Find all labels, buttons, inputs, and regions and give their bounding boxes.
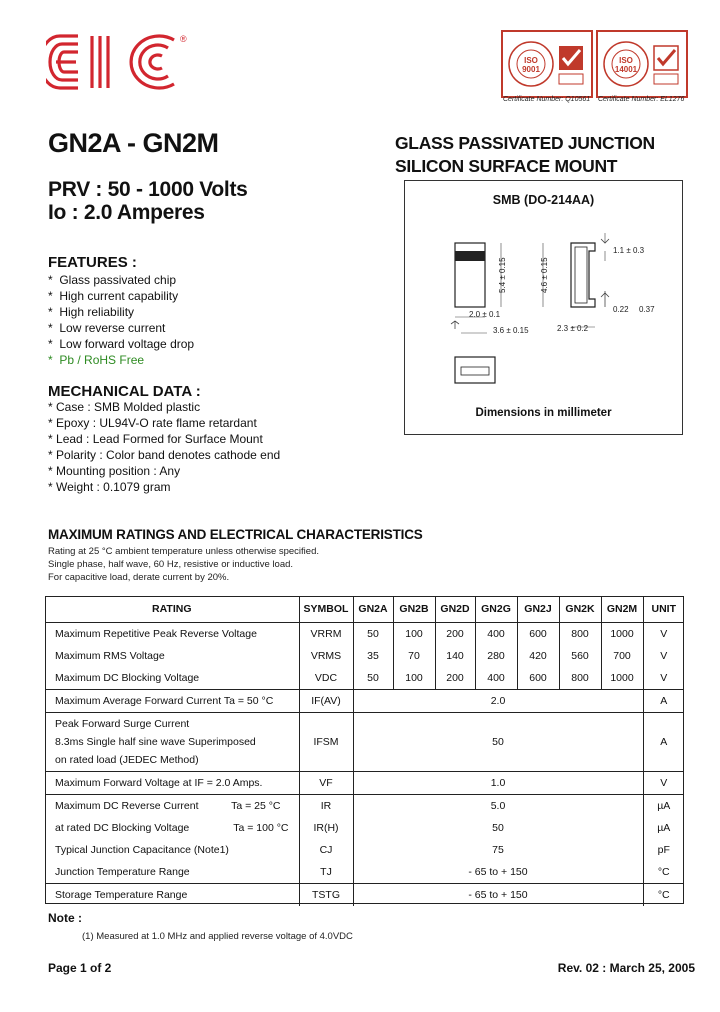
table-row: Maximum DC Reverse Current Ta = 25 °C IR 5.0 µA xyxy=(45,795,684,818)
svg-text:4.6 ± 0.15: 4.6 ± 0.15 xyxy=(540,257,549,293)
io-rating: Io : 2.0 Amperes xyxy=(48,201,205,224)
note-heading: Note : xyxy=(48,911,82,925)
mech-item: * Weight : 0.1079 gram xyxy=(48,480,171,494)
table-row: Maximum RMS Voltage VRMS 35 70 140 280 420 560 700 V xyxy=(45,645,684,667)
svg-text:ISO: ISO xyxy=(524,56,538,65)
features-list xyxy=(48,272,194,368)
table-row: Maximum Average Forward Current Ta = 50 °C IF(AV) 2.0 A xyxy=(45,690,684,713)
svg-text:14001: 14001 xyxy=(614,65,638,74)
ratings-table xyxy=(45,596,684,906)
col-gn2d: GN2D xyxy=(435,596,475,623)
svg-text:5.4 ± 0.15: 5.4 ± 0.15 xyxy=(498,257,507,293)
col-gn2a: GN2A xyxy=(353,596,393,623)
feature-item: * Low reverse current xyxy=(48,321,166,335)
col-unit: UNIT xyxy=(643,596,684,623)
note-text: (1) Measured at 1.0 MHz and applied reverse voltage of 4.0VDC xyxy=(82,931,353,942)
svg-text:9001: 9001 xyxy=(522,65,540,74)
feature-item-rohs: * Pb / RoHS Free xyxy=(48,353,145,367)
table-row: Maximum Repetitive Peak Reverse Voltage VRRM 50 100 200 400 600 800 1000 V xyxy=(45,623,684,646)
subtitle-line2: SILICON SURFACE MOUNT xyxy=(395,156,618,176)
svg-text:1.1 ± 0.3: 1.1 ± 0.3 xyxy=(613,246,645,255)
revision: Rev. 02 : March 25, 2005 xyxy=(557,961,695,975)
table-header-row xyxy=(45,596,684,623)
svg-text:0.22: 0.22 xyxy=(613,305,629,314)
svg-text:3.6 ± 0.15: 3.6 ± 0.15 xyxy=(493,326,529,335)
feature-item: * Low forward voltage drop xyxy=(48,337,195,351)
subtitle-line1: GLASS PASSIVATED JUNCTION xyxy=(395,133,655,153)
rating-notes xyxy=(48,545,319,584)
mech-item: * Case : SMB Molded plastic xyxy=(48,400,201,414)
eic-logo xyxy=(46,30,196,96)
feature-item: * Glass passivated chip xyxy=(48,273,177,287)
registered-mark: ® xyxy=(180,34,187,44)
table-row: Maximum DC Blocking Voltage VDC 50 100 200 400 600 800 1000 V xyxy=(45,667,684,690)
table-row: Storage Temperature Range TSTG - 65 to + 150 °C xyxy=(45,884,684,907)
col-gn2m: GN2M xyxy=(601,596,643,623)
mech-item: * Epoxy : UL94V-O rate flame retardant xyxy=(48,416,257,430)
svg-text:2.0 ± 0.1: 2.0 ± 0.1 xyxy=(469,310,501,319)
svg-text:ISO: ISO xyxy=(619,56,633,65)
part-title: GN2A - GN2M xyxy=(48,128,219,158)
rating-note: For capacitive load, derate current by 20%. xyxy=(48,572,230,583)
col-gn2j: GN2J xyxy=(517,596,559,623)
col-gn2k: GN2K xyxy=(559,596,601,623)
page-number: Page 1 of 2 xyxy=(48,961,112,975)
features-heading: FEATURES : xyxy=(48,254,137,271)
col-rating: RATING xyxy=(45,596,299,623)
col-gn2b: GN2B xyxy=(393,596,435,623)
mech-item: * Polarity : Color band denotes cathode end xyxy=(48,448,281,462)
table-row: Typical Junction Capacitance (Note1) CJ 75 pF xyxy=(45,839,684,861)
table-row: Peak Forward Surge Current 8.3ms Single half sine wave Superimposed on rated load (JEDEC Method) IFSM 50 A xyxy=(45,713,684,772)
table-row: Maximum Forward Voltage at IF = 2.0 Amps. VF 1.0 V xyxy=(45,772,684,795)
cert-number-2: Certificate Number: EL1276 xyxy=(598,96,685,103)
package-caption: Dimensions in millimeter xyxy=(475,407,612,419)
feature-item: * High current capability xyxy=(48,289,179,303)
mechanical-heading: MECHANICAL DATA : xyxy=(48,383,201,400)
rating-note: Rating at 25 °C ambient temperature unless otherwise specified. xyxy=(48,546,319,557)
cert-number-1: Certificate Number: Q10561 xyxy=(503,96,591,103)
svg-text:2.3 ± 0.2: 2.3 ± 0.2 xyxy=(557,324,589,333)
package-drawing xyxy=(405,181,682,434)
col-gn2g: GN2G xyxy=(475,596,517,623)
col-symbol: SYMBOL xyxy=(299,596,353,623)
table-row: Junction Temperature Range TJ - 65 to + 150 °C xyxy=(45,861,684,884)
feature-item: * High reliability xyxy=(48,305,135,319)
ratings-heading: MAXIMUM RATINGS AND ELECTRICAL CHARACTERISTICS xyxy=(48,527,423,542)
package-name: SMB (DO-214AA) xyxy=(492,193,595,207)
package-outline-box xyxy=(404,180,683,435)
mech-item: * Lead : Lead Formed for Surface Mount xyxy=(48,432,263,446)
rating-note: Single phase, half wave, 60 Hz, resistive or inductive load. xyxy=(48,559,294,570)
table-row: at rated DC Blocking Voltage Ta = 100 °C IR(H) 50 µA xyxy=(45,817,684,839)
iso-9001-badge xyxy=(501,30,593,98)
mech-item: * Mounting position : Any xyxy=(48,464,181,478)
svg-text:0.37: 0.37 xyxy=(639,305,655,314)
prv-rating: PRV : 50 - 1000 Volts xyxy=(48,178,248,201)
iso-14001-badge xyxy=(596,30,688,98)
mechanical-list xyxy=(48,399,280,495)
